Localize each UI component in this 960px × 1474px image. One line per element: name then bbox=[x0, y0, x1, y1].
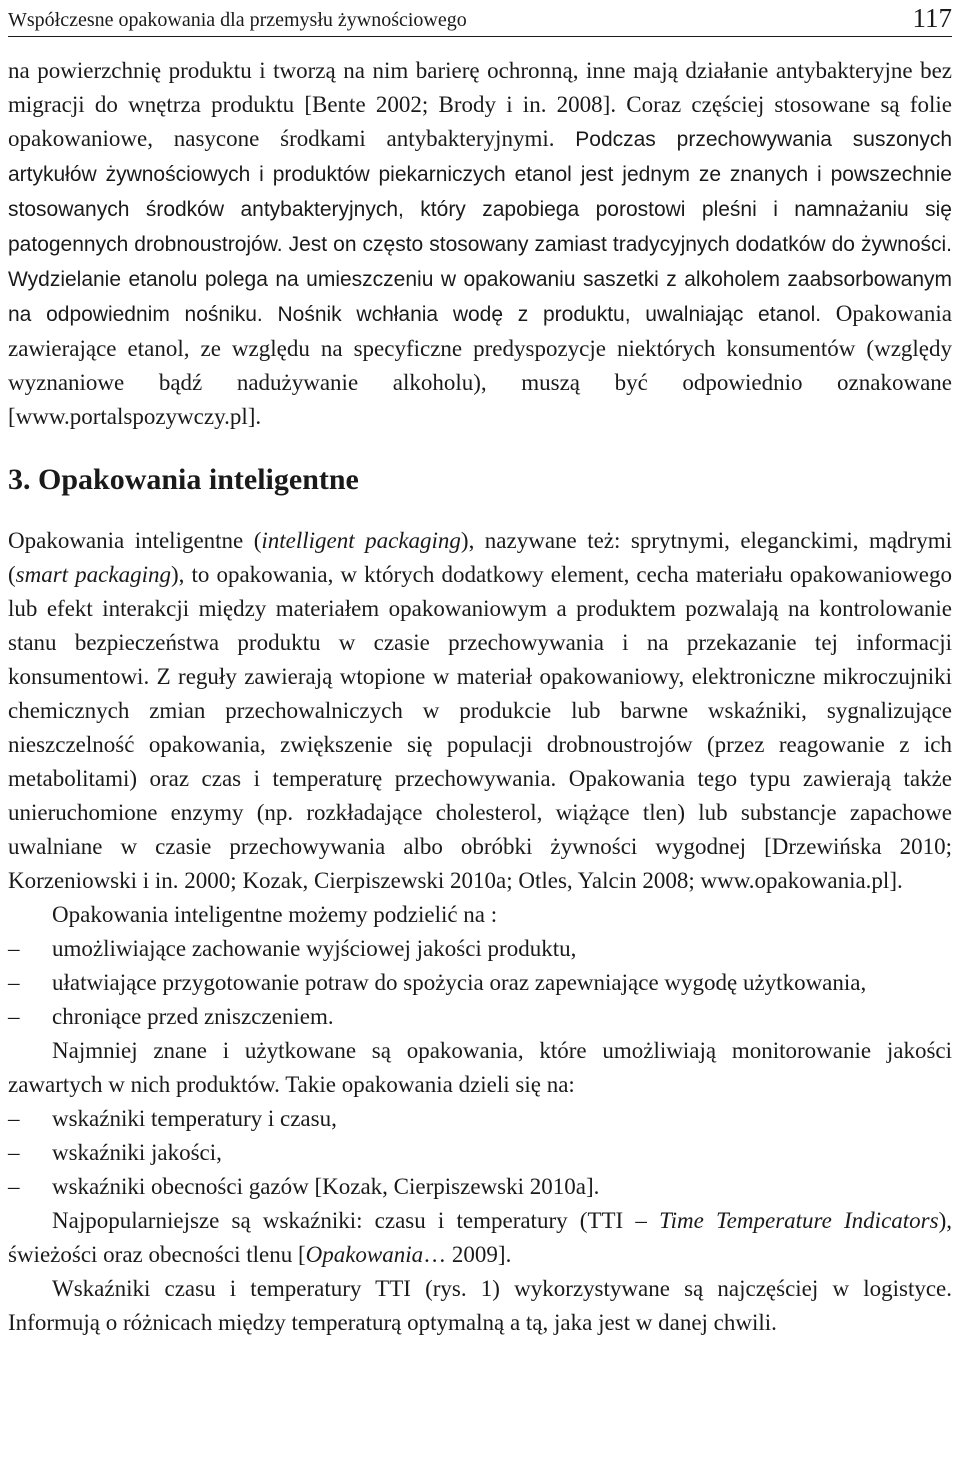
page-number: 117 bbox=[912, 3, 952, 33]
dash-bullet: – bbox=[8, 970, 20, 995]
italic-term: intelligent packaging bbox=[261, 528, 461, 553]
paragraph-text: Opakowania zawierające etanol, ze względu na specyficzne predyspozycje niektórych konsumentów (względy wyznaniowe bądź nadużywanie alkoholu), muszą być odpowiednio oznakowane [www.portalspozywczy.pl]. bbox=[8, 301, 952, 429]
text-run: … 2009]. bbox=[423, 1242, 512, 1267]
dash-bullet: – bbox=[8, 936, 20, 961]
text-run: ), to opakowania, w których dodatkowy element, cecha materiału opakowaniowego lub efekt interakcji między materiałem opakowaniowym a produktem pozwalają na kontrolowanie stanu bezpieczeństwa produktu w czasie przechowywania i na przekazanie tej informacji konsumentowi. Z reguły zawierają wtopione w materiał opakowaniowy, elektroniczne mikroczujniki chemicznych zmian przechowalniczych w produkcie lub barwne wskaźniki, sygnalizujące nieszczelność opakowania, zwiększenie się populacji drobnoustrojów (przez reagowanie z ich metabolitami) oraz czas i temperaturę przechowywania. Opakowania tego typu zawierają także unieruchomione enzymy (np. rozkładające cholesterol, wiążące tlen) lub substancje zapachowe uwalniane w czasie przechowywania albo obróbki żywności wygodnej [Drzewińska 2010; Korzeniowski i in. 2000; Kozak, Cierpiszewski 2010a; Otles, Yalcin 2008; www.opakowania.pl]. bbox=[8, 562, 952, 893]
list-item-text: wskaźniki obecności gazów [Kozak, Cierpiszewski 2010a]. bbox=[52, 1174, 600, 1199]
dash-bullet: – bbox=[8, 1174, 20, 1199]
list-item-text: wskaźniki temperatury i czasu, bbox=[52, 1106, 337, 1131]
italic-citation: Opakowania bbox=[305, 1242, 424, 1267]
list-item bbox=[8, 1000, 952, 1034]
paragraph-division: Opakowania inteligentne możemy podzielić na : bbox=[52, 902, 498, 927]
dash-bullet: – bbox=[8, 1004, 20, 1029]
dash-bullet: – bbox=[8, 1140, 20, 1165]
list-item-text: ułatwiające przygotowanie potraw do spożycia oraz zapewniające wygodę użytkowania, bbox=[52, 970, 867, 995]
dash-bullet: – bbox=[8, 1106, 20, 1131]
paragraph-popular-indicators bbox=[8, 1204, 952, 1272]
list-item bbox=[8, 932, 952, 966]
list-item-text: chroniące przed zniszczeniem. bbox=[52, 1004, 334, 1029]
list-item-text: wskaźniki jakości, bbox=[52, 1140, 222, 1165]
text-run: ), świeżości oraz obecności tlenu [ bbox=[8, 1208, 952, 1267]
text-run: Opakowania inteligentne ( bbox=[8, 528, 262, 553]
paragraph-tti: Wskaźniki czasu i temperatury TTI (rys. 1) wykorzystywane są najczęściej w logistyce. Informują o różnicach między temperaturą optymalną a tą, jaka jest w danej chwili. bbox=[8, 1276, 952, 1335]
list-item bbox=[8, 1102, 952, 1136]
text-run: Najpopularniejsze są wskaźniki: czasu i temperatury (TTI – bbox=[52, 1208, 660, 1233]
paragraph-monitoring: Najmniej znane i użytkowane są opakowania, które umożliwiają monitorowanie jakości zawartych w nich produktów. Takie opakowania dzieli się na: bbox=[8, 1038, 952, 1097]
section-heading: 3. Opakowania inteligentne bbox=[8, 463, 359, 496]
running-title: Współczesne opakowania dla przemysłu żywnościowego bbox=[8, 9, 467, 31]
running-header bbox=[8, 4, 952, 37]
paragraph-text: na powierzchnię produktu i tworzą na nim barierę ochronną, inne mają działanie antybakteryjne bez migracji do wnętrza produktu [Bente 2002; Brody i in. 2008]. Coraz częściej stosowane są folie opakowaniowe, nasycone środkami antybakteryjnymi. bbox=[8, 58, 952, 151]
list-item bbox=[8, 1170, 952, 1204]
list-item bbox=[8, 1136, 952, 1170]
page-body bbox=[8, 54, 952, 1340]
list-item-text: umożliwiające zachowanie wyjściowej jakości produktu, bbox=[52, 936, 577, 961]
paragraph-intro bbox=[8, 524, 952, 898]
italic-term: Time Temperature Indicators bbox=[659, 1208, 939, 1233]
paragraph-text-sans: Podczas przechowywania suszonych artykułów żywnościowych i produktów piekarniczych etanol jest jednym ze znanych i powszechnie stosowanych środków antybakteryjnych, który zapobiega porostowi pleśni i namnażaniu się patogennych drobnoustrojów. Jest on często stosowany zamiast tradycyjnych dodatków do żywności. Wydzielanie etanolu polega na umieszczeniu w opakowaniu saszetki z alkoholem zaabsorbowanym na odpowiednim nośniku. Nośnik wchłania wodę z produktu, uwalniając etanol. bbox=[8, 128, 952, 326]
paragraph-continued bbox=[8, 54, 952, 434]
list-item bbox=[8, 966, 952, 1000]
italic-term: smart packaging bbox=[15, 562, 171, 587]
dash-list-indicators bbox=[8, 1102, 952, 1204]
dash-list-types bbox=[8, 932, 952, 1034]
text-run: ), nazywane też: sprytnymi, eleganckimi, mądrymi ( bbox=[8, 528, 952, 587]
